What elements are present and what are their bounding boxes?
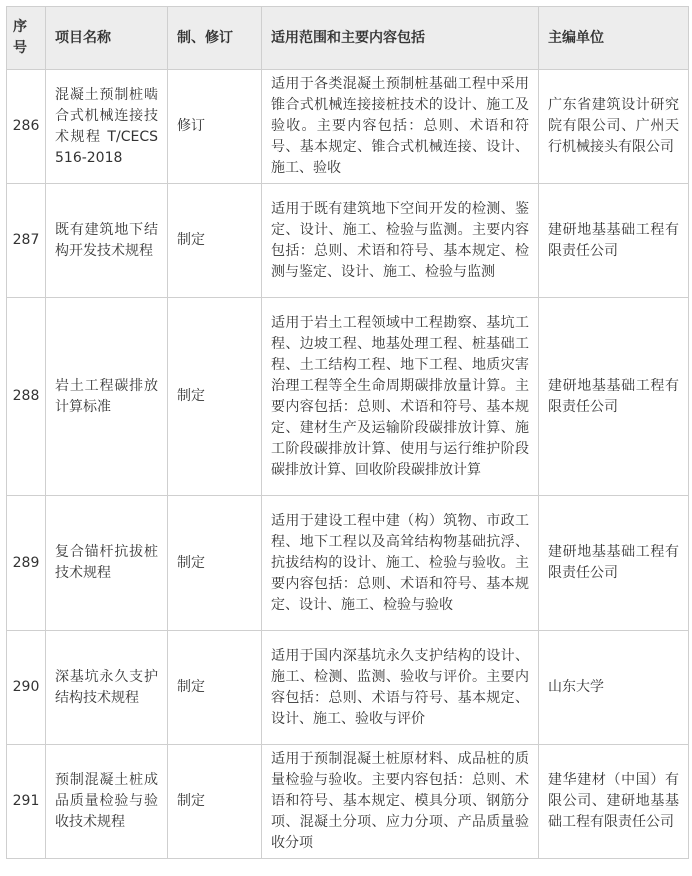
- project-name: 预制混凝土桩成品质量检验与验收技术规程: [46, 745, 168, 859]
- table-row: [7, 631, 689, 745]
- project-name: 既有建筑地下结构开发技术规程: [46, 184, 168, 298]
- editor-unit: 建华建材（中国）有限公司、建研地基基础工程有限责任公司: [539, 745, 689, 859]
- revision-type: 制定: [168, 496, 262, 631]
- header-scope-content: 适用范围和主要内容包括: [262, 7, 539, 70]
- header-editor-unit: 主编单位: [539, 7, 689, 70]
- revision-type: 制定: [168, 745, 262, 859]
- revision-type: 制定: [168, 298, 262, 496]
- editor-unit: 建研地基基础工程有限责任公司: [539, 184, 689, 298]
- table-row: [7, 745, 689, 859]
- project-name: 混凝土预制桩啮合式机械连接技术规程 T/CECS 516-2018: [46, 70, 168, 184]
- header-project-name: 项目名称: [46, 7, 168, 70]
- table-row: [7, 298, 689, 496]
- scope-content: 适用于建设工程中建（构）筑物、市政工程、地下工程以及高耸结构物基础抗浮、抗拔结构的设计、施工、检验与验收。主要内容包括：总则、术语和符号、基本规定、设计、施工、检验与验收: [262, 496, 539, 631]
- editor-unit: 广东省建筑设计研究院有限公司、广州天行机械接头有限公司: [539, 70, 689, 184]
- row-number: 287: [7, 184, 46, 298]
- scope-content: 适用于国内深基坑永久支护结构的设计、施工、检测、监测、验收与评价。主要内容包括：总则、术语与符号、基本规定、设计、施工、验收与评价: [262, 631, 539, 745]
- project-name: 深基坑永久支护结构技术规程: [46, 631, 168, 745]
- scope-content: 适用于岩土工程领域中工程勘察、基坑工程、边坡工程、地基处理工程、桩基础工程、土工结构工程、地下工程、地质灾害治理工程等全生命周期碳排放量计算。主要内容包括：总则、术语和符号、基本规定、建材生产及运输阶段碳排放计算、施工阶段碳排放计算、使用与运行维护阶段碳排放计算、回收阶段碳排放计算: [262, 298, 539, 496]
- row-number: 290: [7, 631, 46, 745]
- table-row: [7, 184, 689, 298]
- table-header-row: [7, 7, 689, 70]
- scope-content: 适用于既有建筑地下空间开发的检测、鉴定、设计、施工、检验与监测。主要内容包括：总则、术语和符号、基本规定、检测与鉴定、设计、施工、检验与监测: [262, 184, 539, 298]
- revision-type: 修订: [168, 70, 262, 184]
- row-number: 289: [7, 496, 46, 631]
- row-number: 288: [7, 298, 46, 496]
- scope-content: 适用于预制混凝土桩原材料、成品桩的质量检验与验收。主要内容包括：总则、术语和符号、基本规定、模具分项、钢筋分项、混凝土分项、应力分项、产品质量验收分项: [262, 745, 539, 859]
- table-row: [7, 496, 689, 631]
- scope-content: 适用于各类混凝土预制桩基础工程中采用锥合式机械连接接桩技术的设计、施工及验收。主要内容包括：总则、术语和符号、基本规定、锥合式机械连接、设计、施工、验收: [262, 70, 539, 184]
- header-serial-number: 序号: [7, 7, 46, 70]
- row-number: 286: [7, 70, 46, 184]
- table-row: [7, 70, 689, 184]
- editor-unit: 山东大学: [539, 631, 689, 745]
- project-name: 复合锚杆抗拔桩技术规程: [46, 496, 168, 631]
- header-revision-type: 制、修订: [168, 7, 262, 70]
- standards-table: [6, 6, 689, 859]
- revision-type: 制定: [168, 631, 262, 745]
- row-number: 291: [7, 745, 46, 859]
- editor-unit: 建研地基基础工程有限责任公司: [539, 496, 689, 631]
- editor-unit: 建研地基基础工程有限责任公司: [539, 298, 689, 496]
- revision-type: 制定: [168, 184, 262, 298]
- project-name: 岩土工程碳排放计算标准: [46, 298, 168, 496]
